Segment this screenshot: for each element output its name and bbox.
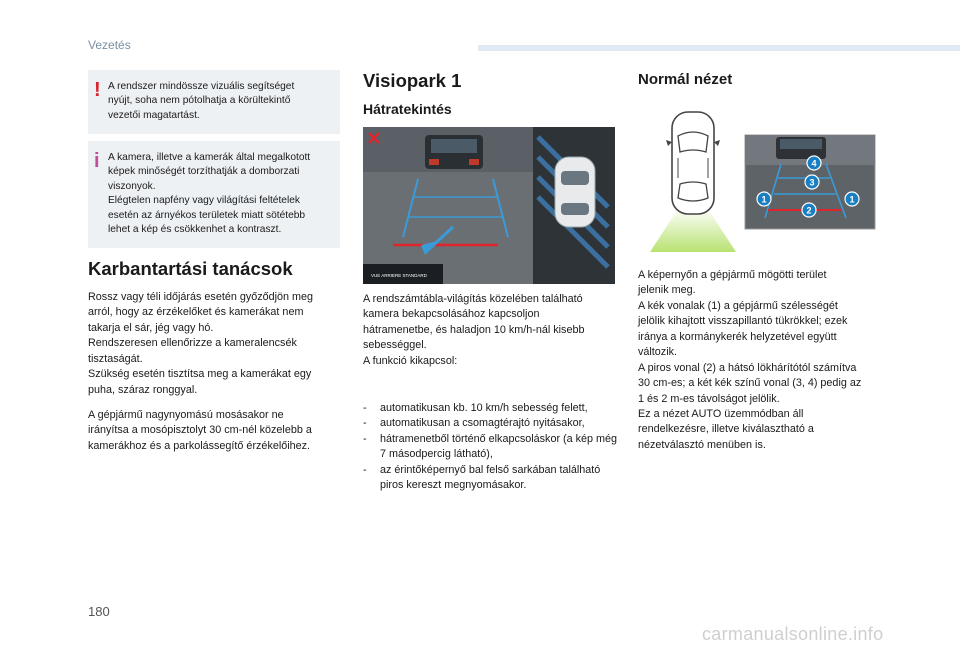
marker-label-2: 2: [806, 205, 812, 216]
rear-camera-screen-image: [363, 127, 615, 284]
marker-label-4: 4: [811, 158, 817, 169]
list-item: - hátramenetből történő elkapcsoláskor (a kép még 7 másodpercig látható),: [363, 432, 625, 463]
info-text: A kamera, illetve a kamerák által megalkotott képek minőségét torzíthatják a domborzati viszonyok. Elégtelen napfény vagy világítási feltételek esetén az árnyékos területek miatt sötétebb lehet a kép és csökkenhet a kontraszt.: [108, 152, 311, 236]
maintenance-title: Karbantartási tanácsok: [88, 258, 293, 279]
info-icon: i: [94, 150, 100, 172]
list-item: - automatikusan a csomagtérajtó nyitásakor,: [363, 416, 625, 431]
warning-text: A rendszer mindössze vizuális segítséget nyújt, soha nem pótolhatja a körültekintő vezetői magatartást.: [108, 81, 295, 121]
marker-label-1-right: 1: [849, 194, 855, 205]
normal-view-title: Normál nézet: [638, 71, 733, 88]
info-box: [88, 141, 340, 248]
watermark: carmanualsonline.info: [702, 624, 884, 644]
visiopark-description: A rendszámtábla-világítás közelében található kamera bekapcsolásához kapcsoljon hátramenetbe, és haladjon 10 km/h-nál kisebb sebességgel. A funkció kikapcsol:: [363, 293, 585, 367]
visiopark-title: Visiopark 1: [363, 70, 462, 91]
maintenance-paragraph-1: Rossz vagy téli időjárás esetén győződjön meg arról, hogy az érzékelőket és kamerákat nem takarja el sár, jég vagy hó. Rendszeresen ellenőrizze a kameralencsék tisztaságát. Szükség esetén tisztítsa meg a kamerákat egy puha, száraz ronggyal.: [88, 291, 314, 396]
list-item: - automatikusan kb. 10 km/h sebesség felett,: [363, 401, 625, 416]
off-conditions-list: [363, 401, 625, 494]
header-bar: [478, 45, 960, 51]
chapter-title: Vezetés: [88, 38, 131, 52]
normal-view-diagram: [638, 106, 878, 254]
page-number: 180: [88, 604, 110, 619]
warning-box: [88, 70, 340, 134]
maintenance-paragraph-2: A gépjármű nagynyomású mosásakor ne irányítsa a mosópisztolyt 30 cm-nél közelebb a kamerákhoz és a parkolássegítő érzékelőihez.: [88, 409, 312, 452]
warning-icon: !: [94, 79, 101, 101]
marker-label-1-left: 1: [761, 194, 767, 205]
rear-view-subtitle: Hátratekintés: [363, 101, 452, 117]
list-item: - az érintőképernyő bal felső sarkában található piros kereszt megnyomásakor.: [363, 463, 625, 494]
marker-label-3: 3: [809, 177, 815, 188]
normal-view-description: A képernyőn a gépjármű mögötti terület jelenik meg. A kék vonalak (1) a gépjármű szélességét jelölik kihajtott visszapillantó tükrökkel; ezek iránya a kormánykerék helyzetével együtt változik. A piros vonal (2) a hátsó lökhárítótól számítva 30 cm-es; a két kék színű vonal (3, 4) pedig az 1 és 2 m-es távolságot jelölik. Ez a nézet AUTO üzemmódban áll rendelkezésre, illetve kiválasztható a nézetválasztó menüben is.: [638, 269, 862, 451]
camera-overlay-label: VUE ARRIERE STANDARD: [371, 273, 427, 278]
